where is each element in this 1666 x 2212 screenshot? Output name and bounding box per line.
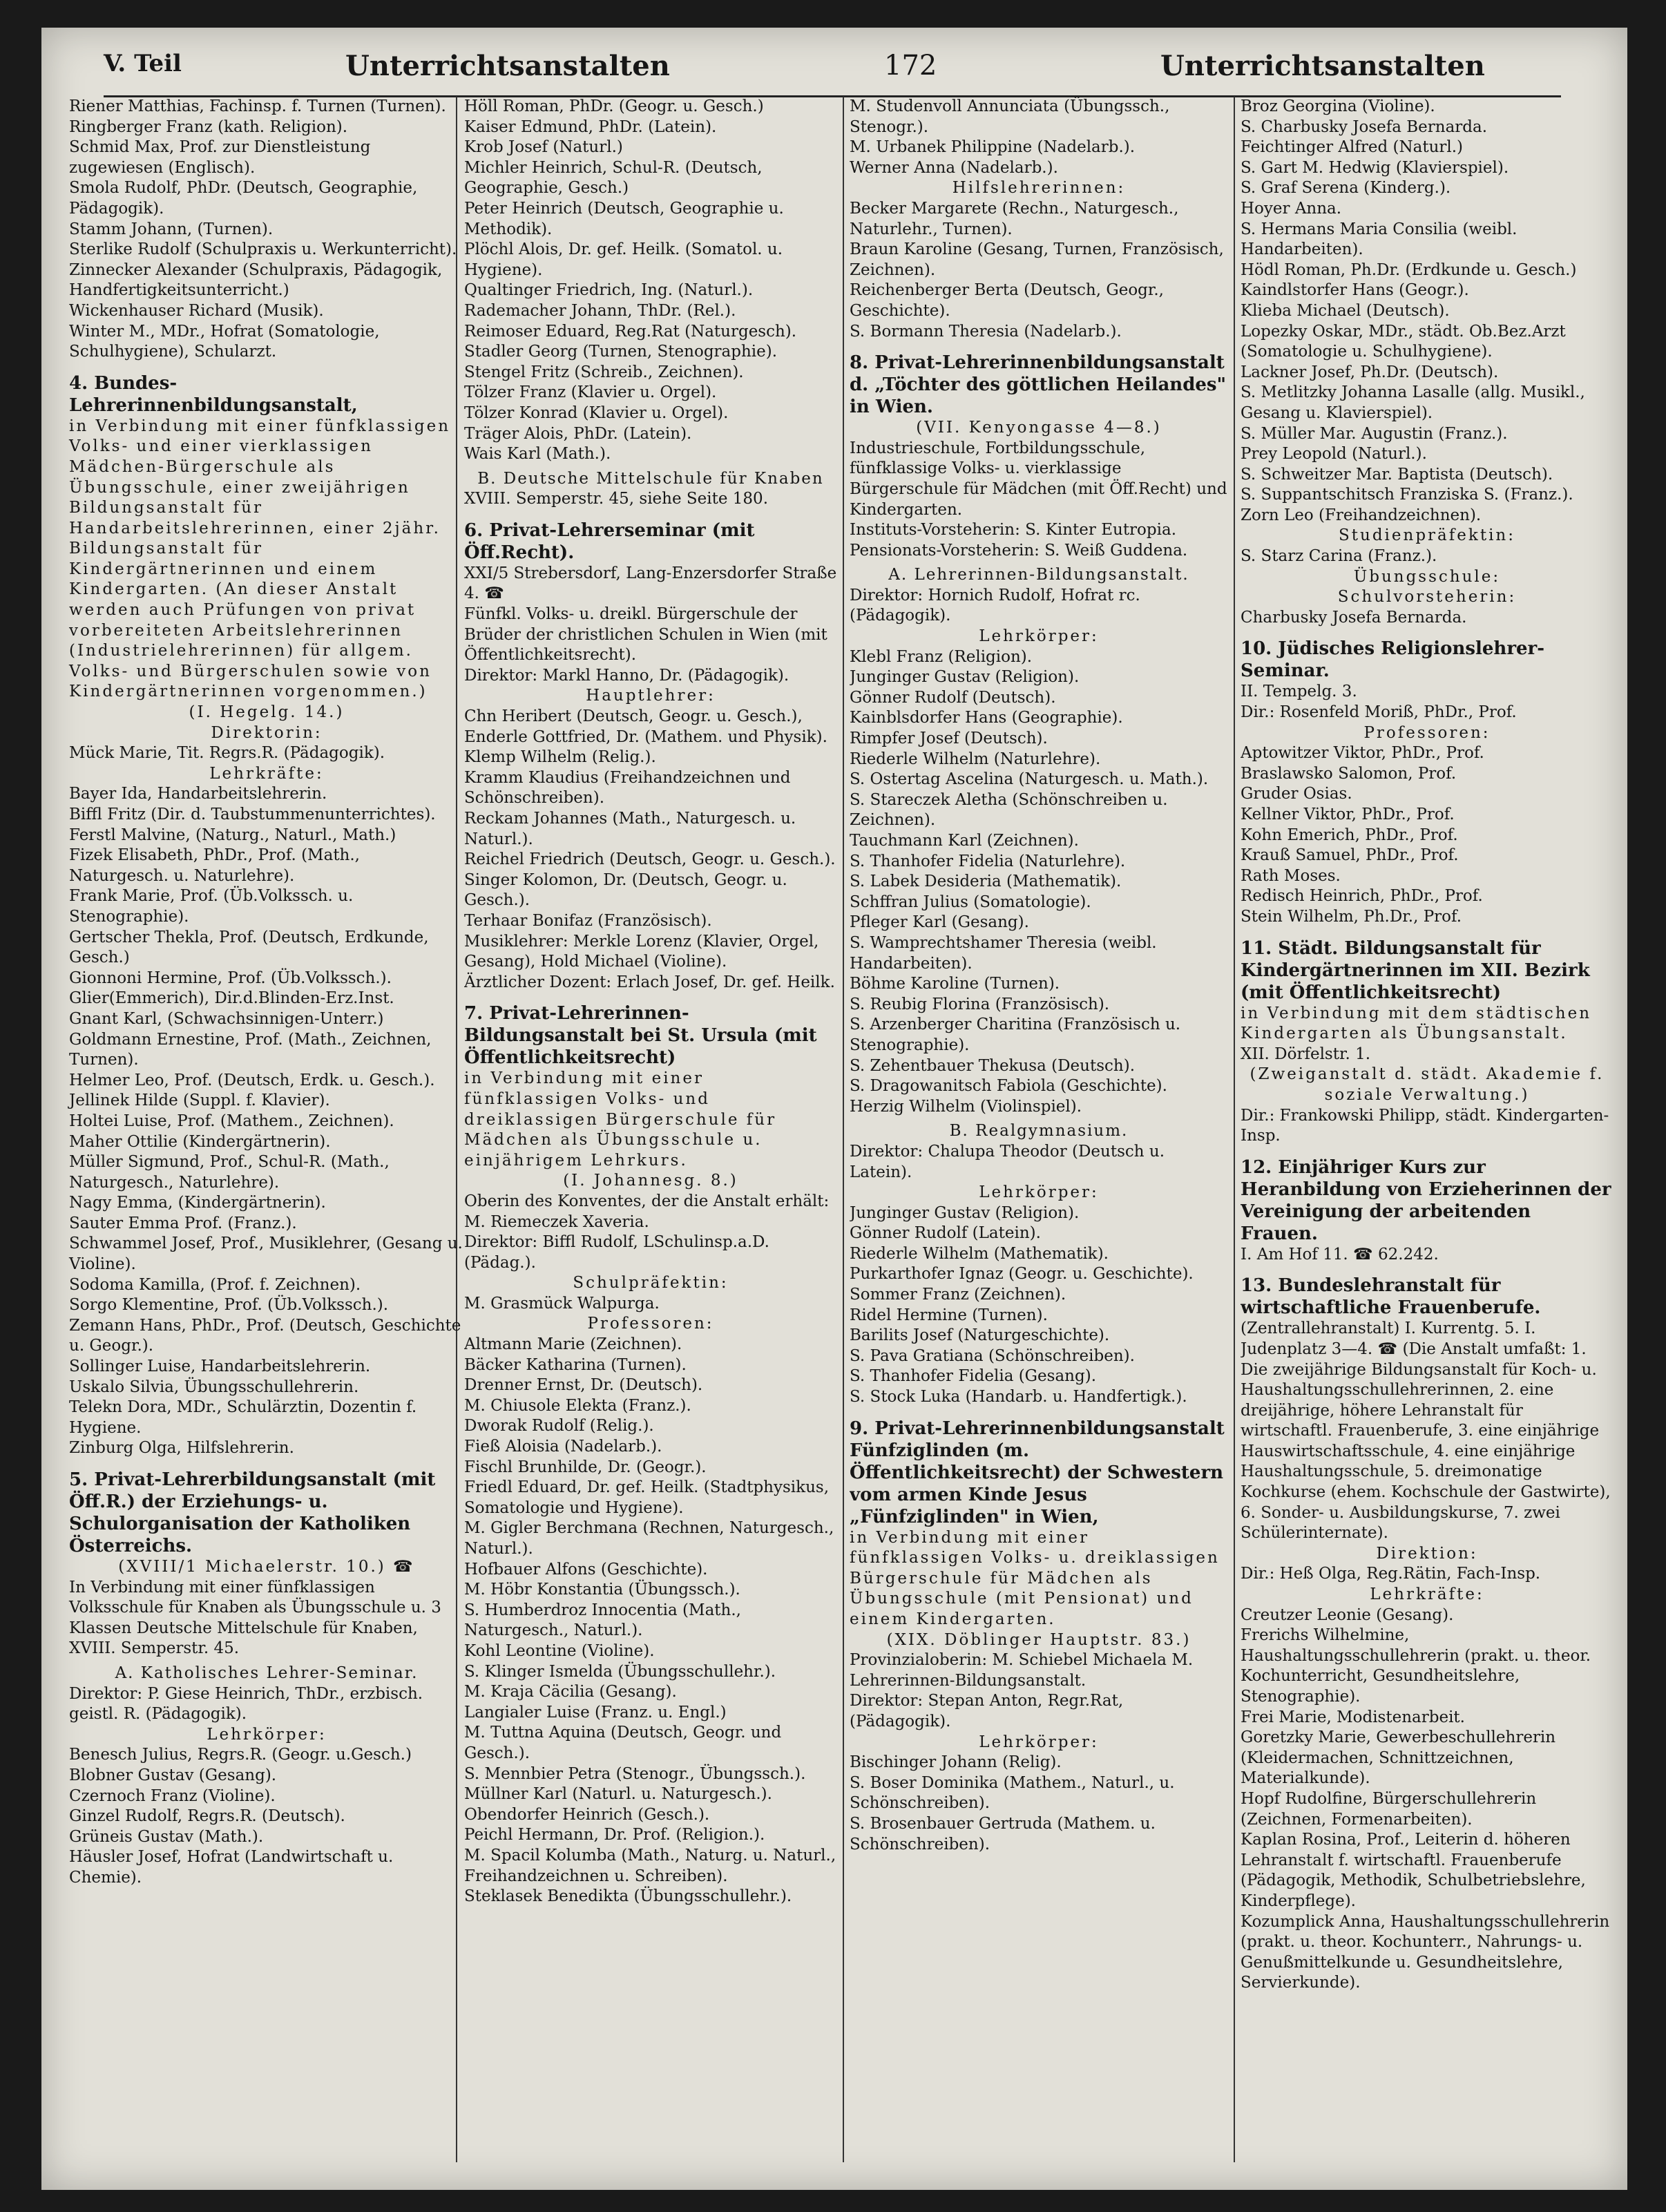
text-line: M. Höbr Konstantia (Übungssch.).	[464, 1581, 740, 1599]
text-line: Provinzialoberin: M. Schiebel Michaela M.	[850, 1651, 1194, 1670]
text-line: Pensionats-Vorsteherin: S. Weiß Guddena.	[850, 541, 1188, 560]
text-line: Smola Rudolf, PhDr. (Deutsch, Geographie, Pädagogik).	[69, 179, 418, 218]
text-line: Steklasek Benedikta (Übungsschullehr.).	[464, 1887, 792, 1906]
text-line: Direktor: P. Giese Heinrich, ThDr., erzbisch. geistl. R. (Pädagogik).	[69, 1684, 423, 1724]
text-line: M. Spacil Kolumba (Math., Naturg. u. Naturl., Freihandzeichnen u. Schreiben).	[464, 1846, 836, 1885]
text-line: XXI/5 Strebersdorf, Lang-Enzersdorfer Straße 4. ☎	[464, 564, 837, 603]
text-line: Broz Georgina (Violine).	[1241, 97, 1435, 115]
text-line: Reichenberger Berta (Deutsch, Geogr., Geschichte).	[850, 281, 1164, 320]
text-line: Lackner Josef, Ph.Dr. (Deutsch).	[1241, 363, 1499, 381]
text-line: Drenner Ernst, Dr. (Deutsch).	[464, 1376, 703, 1395]
text-line: Kohl Leontine (Violine).	[464, 1641, 655, 1660]
text-line: Rademacher Johann, ThDr. (Rel.).	[464, 301, 736, 320]
text-line: S. Hermans Maria Consilia (weibl. Handarbeiten).	[1241, 220, 1517, 259]
text-line: Frank Marie, Prof. (Üb.Volkssch. u. Stenographie).	[69, 887, 354, 926]
text-line: in Verbindung mit einer fünfklassigen Volks- und einer vierklassigen Mädchen-Bürgerschule als Übungsschule, einer zweijährigen Bildungsanstalt für Handarbeitslehrerinnen, einer 2jähr. Bildungsanstalt für Kindergärtnerinnen und einem Kindergarten. (An dieser Anstalt werden auch Prüfungen von privat vorbereiteten Arbeitslehrerinnen (Industrielehrerinnen) für allgem. Volks- und Bürgerschulen sowie von Kindergärtnerinnen vorgenommen.)	[69, 417, 451, 701]
text-line: Dworak Rudolf (Relig.).	[464, 1417, 654, 1436]
text-line: Maher Ottilie (Kindergärtnerin).	[69, 1132, 331, 1151]
text-line: Ärztlicher Dozent: Erlach Josef, Dr. gef. Heilk.	[464, 973, 835, 991]
text-line: Peter Heinrich (Deutsch, Geographie u. Methodik).	[464, 199, 784, 238]
text-line: Direktor: Hornich Rudolf, Hofrat rc. (Pädagogik).	[850, 586, 1140, 625]
text-line: M. Kraja Cäcilia (Gesang).	[464, 1683, 677, 1701]
text-line: Werner Anna (Nadelarb.).	[850, 158, 1058, 177]
text-line: Dir.: Frankowski Philipp, städt. Kindergarten-Insp.	[1241, 1106, 1609, 1145]
text-line: Zorn Leo (Freihandzeichnen).	[1241, 506, 1482, 524]
text-line: Direktor: Biffl Rudolf, LSchulinsp.a.D. (Pädag.).	[464, 1233, 769, 1272]
text-line: Reimoser Eduard, Reg.Rat (Naturgesch).	[464, 322, 797, 341]
text-line: Schffran Julius (Somatologie).	[850, 893, 1091, 911]
text-line: Tölzer Konrad (Klavier u. Orgel).	[464, 403, 729, 422]
text-line: S. Boser Dominika (Mathem., Naturl., u. Schönschreiben).	[850, 1773, 1175, 1813]
text-line: S. Suppantschitsch Franziska S. (Franz.).	[1241, 486, 1573, 504]
text-line: Ringberger Franz (kath. Religion).	[69, 117, 348, 136]
text-line: Müller Sigmund, Prof., Schul-R. (Math., Naturgesch., Naturlehre).	[69, 1153, 390, 1192]
text-line: S. Starz Carina (Franz.).	[1241, 547, 1437, 566]
text-line: Zinburg Olga, Hilfslehrerin.	[69, 1439, 294, 1458]
text-line: Herzig Wilhelm (Violinspiel).	[850, 1097, 1082, 1116]
text-line: Terhaar Bonifaz (Französisch).	[464, 911, 712, 930]
text-line: S. Labek Desideria (Mathematik).	[850, 873, 1122, 891]
text-line: Kainblsdorfer Hans (Geographie).	[850, 709, 1123, 727]
text-line: Chn Heribert (Deutsch, Geogr. u. Gesch.),	[464, 707, 803, 726]
text-line: Klemp Wilhelm (Relig.).	[464, 748, 656, 767]
text-line: Peichl Hermann, Dr. Prof. (Religion.).	[464, 1826, 765, 1844]
text-line: (XIX. Döblinger Hauptstr. 83.)	[886, 1630, 1191, 1649]
subsection-heading: B. Deutsche Mittelschule für Knaben	[477, 469, 824, 488]
text-line: Grüneis Gustav (Math.).	[69, 1827, 264, 1846]
text-line: Nagy Emma, (Kindergärtnerin).	[69, 1194, 326, 1212]
text-line: Creutzer Leonie (Gesang).	[1241, 1605, 1454, 1624]
text-line: Ginzel Rudolf, Regrs.R. (Deutsch).	[69, 1807, 345, 1826]
text-line: Obendorfer Heinrich (Gesch.).	[464, 1805, 710, 1824]
text-line: Müllner Karl (Naturl. u. Naturgesch.).	[464, 1785, 772, 1804]
text-line: Oberin des Konventes, der die Anstalt erhält: M. Riemeczek Xaveria.	[464, 1192, 830, 1231]
text-line: M. Studenvoll Annunciata (Übungssch., Stenogr.).	[850, 97, 1170, 136]
text-line: M. Gigler Berchmana (Rechnen, Naturgesch., Naturl.).	[464, 1519, 834, 1558]
text-line: Höll Roman, PhDr. (Geogr. u. Gesch.)	[464, 97, 764, 115]
text-line: Enderle Gottfried, Dr. (Mathem. und Physik).	[464, 727, 827, 746]
text-line: Holtei Luise, Prof. (Mathem., Zeichnen).	[69, 1112, 394, 1130]
text-line: S. Graf Serena (Kinderg.).	[1241, 179, 1451, 198]
text-line: Charbusky Josefa Bernarda.	[1241, 608, 1467, 627]
text-line: XII. Dörfelstr. 1.	[1241, 1045, 1371, 1063]
text-line: Lopezky Oskar, MDr., städt. Ob.Bez.Arzt (Somatologie u. Schulhygiene).	[1241, 322, 1566, 361]
text-line: Klieba Michael (Deutsch).	[1241, 301, 1450, 320]
text-line: Gruder Osias.	[1241, 785, 1352, 803]
text-line: Böhme Karoline (Turnen).	[850, 975, 1060, 993]
text-line: Sollinger Luise, Handarbeitslehrerin.	[69, 1357, 371, 1376]
text-line: S. Stareczek Aletha (Schönschreiben u. Zeichnen).	[850, 790, 1168, 830]
text-line: II. Tempelg. 3.	[1241, 683, 1357, 701]
text-line: Barilits Josef (Naturgeschichte).	[850, 1326, 1110, 1345]
text-line: Frerichs Wilhelmine, Haushaltungsschullehrerin (prakt. u. theor. Kochunterricht, Gesundheitslehre, Stenographie).	[1241, 1626, 1591, 1706]
text-line: Musiklehrer: Merkle Lorenz (Klavier, Orgel, Gesang), Hold Michael (Violine).	[464, 932, 819, 971]
text-line: Instituts-Vorsteherin: S. Kinter Eutropia.	[850, 521, 1177, 540]
text-line: M. Chiusole Elekta (Franz.).	[464, 1396, 691, 1415]
text-line: Krob Josef (Naturl.)	[464, 138, 623, 157]
text-line: Junginger Gustav (Religion).	[850, 668, 1080, 687]
text-line: Tölzer Franz (Klavier u. Orgel).	[464, 383, 717, 402]
text-line: Feichtinger Alfred (Naturl.)	[1241, 138, 1464, 157]
text-line: Kaindlstorfer Hans (Geogr.).	[1241, 281, 1469, 300]
text-line: S. Dragowanitsch Fabiola (Geschichte).	[850, 1077, 1167, 1096]
document-page	[41, 28, 1627, 2190]
text-line: Schulpräfektin:	[573, 1274, 729, 1293]
text-line: Tauchmann Karl (Zeichnen).	[850, 832, 1079, 850]
column-rule	[843, 97, 844, 2162]
text-line: Lehrkörper:	[979, 1183, 1099, 1202]
text-line: S. Charbusky Josefa Bernarda.	[1241, 117, 1488, 136]
text-line: Singer Kolomon, Dr. (Deutsch, Geogr. u. Gesch.).	[464, 870, 787, 910]
text-line: S. Thanhofer Fidelia (Gesang).	[850, 1367, 1097, 1386]
text-line: Sodoma Kamilla, (Prof. f. Zeichnen).	[69, 1275, 361, 1294]
text-line: Kozumplick Anna, Haushaltungsschullehrerin (prakt. u. theor. Kochunterr., Nahrungs- u. Genußmittelkunde u. Gesundheitslehre, Servierkunde).	[1241, 1912, 1610, 1992]
text-line: Reichel Friedrich (Deutsch, Geogr. u. Gesch.).	[464, 850, 836, 869]
page-header	[104, 40, 1561, 97]
text-line: Riener Matthias, Fachinsp. f. Turnen (Turnen).	[69, 97, 446, 115]
text-line: Schwammel Josef, Prof., Musiklehrer, (Gesang u. Violine).	[69, 1234, 463, 1274]
text-line: in Verbindung mit dem städtischen Kindergarten als Übungsanstalt.	[1241, 1004, 1592, 1043]
text-line: Häusler Josef, Hofrat (Landwirtschaft u. Chemie).	[69, 1848, 394, 1887]
text-line: Gönner Rudolf (Deutsch).	[850, 688, 1056, 707]
text-line: Riederle Wilhelm (Naturlehre).	[850, 750, 1101, 768]
text-line: Wickenhauser Richard (Musik).	[69, 301, 324, 320]
text-line: Stein Wilhelm, Ph.Dr., Prof.	[1241, 907, 1462, 926]
text-line: Braslawsko Salomon, Prof.	[1241, 764, 1457, 783]
text-line: Goretzky Marie, Gewerbeschullehrerin (Kleidermachen, Schnittzeichnen, Materialkunde).	[1241, 1728, 1556, 1788]
text-line: Benesch Julius, Regrs.R. (Geogr. u.Gesch.)	[69, 1746, 412, 1764]
text-line: Helmer Leo, Prof. (Deutsch, Erdk. u. Gesch.).	[69, 1071, 435, 1089]
text-line: Aptowitzer Viktor, PhDr., Prof.	[1241, 744, 1484, 763]
page-number: 172	[884, 50, 937, 82]
text-line: Professoren:	[587, 1315, 714, 1333]
text-line: Zemann Hans, PhDr., Prof. (Deutsch, Geschichte u. Geogr.).	[69, 1316, 461, 1355]
text-line: Junginger Gustav (Religion).	[850, 1203, 1080, 1222]
text-line: Hopf Rudolfine, Bürgerschullehrerin (Zeichnen, Formenarbeiten).	[1241, 1789, 1537, 1829]
text-line: S. Schweitzer Mar. Baptista (Deutsch).	[1241, 465, 1553, 484]
text-line: Sorgo Klementine, Prof. (Üb.Volkssch.).	[69, 1296, 389, 1315]
text-line: Goldmann Ernestine, Prof. (Math., Zeichnen, Turnen).	[69, 1030, 432, 1069]
text-line: Becker Margarete (Rechn., Naturgesch., Naturlehr., Turnen).	[850, 199, 1179, 238]
section-heading: 7. Privat-Lehrerinnen-Bildungsanstalt bei St. Ursula (mit Öffentlichkeitsrecht)	[464, 1003, 817, 1069]
text-line: Gönner Rudolf (Latein).	[850, 1224, 1041, 1243]
text-line: Studienpräfektin:	[1339, 526, 1515, 545]
text-line: Blobner Gustav (Gesang).	[69, 1766, 277, 1784]
text-line: Telekn Dora, MDr., Schulärztin, Dozentin f. Hygiene.	[69, 1398, 417, 1437]
text-line: Winter M., MDr., Hofrat (Somatologie, Schulhygiene), Schularzt.	[69, 322, 380, 361]
text-line: Ferstl Malvine, (Naturg., Naturl., Math.)	[69, 826, 396, 844]
section-heading: 12. Einjähriger Kurs zur Heranbildung von Erzieherinnen der Vereinigung der arbeitenden Frauen.	[1241, 1156, 1611, 1244]
text-line: Biffl Fritz (Dir. d. Taubstummenunterrichtes).	[69, 805, 436, 823]
text-line: Altmann Marie (Zeichnen).	[464, 1335, 682, 1354]
text-line: Fünfkl. Volks- u. dreikl. Bürgerschule der Brüder der christlichen Schulen in Wien (mit Öffentlichkeitsrecht).	[464, 605, 827, 665]
text-column-2	[464, 97, 837, 2162]
text-line: Industrieschule, Fortbildungsschule, fünfklassige Volks- u. vierklassige Bürgerschule für Mädchen (mit Öff.Recht) und Kindergarten.	[850, 439, 1227, 519]
text-line: Braun Karoline (Gesang, Turnen, Französisch, Zeichnen).	[850, 240, 1224, 279]
text-line: Sauter Emma Prof. (Franz.).	[69, 1214, 297, 1232]
text-line: Sterlike Rudolf (Schulpraxis u. Werkunterricht).	[69, 240, 457, 259]
text-line: Klebl Franz (Religion).	[850, 647, 1033, 666]
text-line: Riederle Wilhelm (Mathematik).	[850, 1244, 1109, 1263]
text-line: Bäcker Katharina (Turnen).	[464, 1355, 687, 1374]
text-line: Direktor: Markl Hanno, Dr. (Pädagogik).	[464, 666, 789, 685]
text-line: Prey Leopold (Naturl.).	[1241, 445, 1427, 464]
text-line: Redisch Heinrich, PhDr., Prof.	[1241, 887, 1483, 906]
text-line: Dir.: Heß Olga, Reg.Rätin, Fach-Insp.	[1241, 1565, 1541, 1583]
text-line: S. Pava Gratiana (Schönschreiben).	[850, 1346, 1135, 1365]
text-line: Sommer Franz (Zeichnen).	[850, 1286, 1066, 1304]
text-line: Stadler Georg (Turnen, Stenographie).	[464, 343, 778, 361]
text-column-1	[41, 97, 464, 2162]
text-line: Rimpfer Josef (Deutsch).	[850, 730, 1048, 748]
text-line: S. Wamprechtshamer Theresia (weibl. Handarbeiten).	[850, 933, 1157, 973]
text-line: Hilfslehrerinnen:	[952, 179, 1126, 198]
text-line: Schulvorsteherin:	[1337, 588, 1517, 607]
section-heading: 9. Privat-Lehrerinnenbildungsanstalt Fünfziglinden (m. Öffentlichkeitsrecht) der Schwestern vom armen Kinde Jesus „Fünfziglinden" in Wien,	[850, 1418, 1225, 1527]
text-line: Lehrkräfte:	[1370, 1585, 1484, 1604]
text-line: Direktor: Stepan Anton, Regr.Rat, (Pädagogik).	[850, 1692, 1124, 1730]
text-line: M. Grasmück Walpurga.	[464, 1294, 660, 1313]
text-line: Ridel Hermine (Turnen).	[850, 1306, 1048, 1324]
text-line: Fizek Elisabeth, PhDr., Prof. (Math., Naturgesch. u. Naturlehre).	[69, 846, 360, 885]
text-line: Friedl Eduard, Dr. gef. Heilk. (Stadtphysikus, Somatologie und Hygiene).	[464, 1478, 830, 1517]
text-line: Gionnoni Hermine, Prof. (Üb.Volkssch.).	[69, 969, 392, 987]
running-title-right: Unterrichtsanstalten	[1160, 50, 1485, 82]
text-line: Mück Marie, Tit. Regrs.R. (Pädagogik).	[69, 744, 385, 763]
section-heading: 6. Privat-Lehrerseminar (mit Öff.Recht).	[464, 519, 755, 563]
subsection-heading: A. Katholisches Lehrer-Seminar.	[115, 1663, 419, 1682]
text-line: (Zweiganstalt d. städt. Akademie f. soziale Verwaltung.)	[1250, 1065, 1605, 1104]
text-line: Rath Moses.	[1241, 866, 1341, 885]
text-line: Plöchl Alois, Dr. gef. Heilk. (Somatol. u. Hygiene).	[464, 240, 783, 279]
text-line: Reckam Johannes (Math., Naturgesch. u. Naturl.).	[464, 810, 796, 848]
text-line: Kaplan Rosina, Prof., Leiterin d. höheren Lehranstalt f. wirtschaftl. Frauenberufe (Pädagogik, Methodik, Schulbetriebslehre, Kinderpflege).	[1241, 1831, 1586, 1910]
text-line: Lehrkräfte:	[209, 764, 324, 783]
section-heading: 5. Privat-Lehrerbildungsanstalt (mit Öff.R.) der Erziehungs- u. Schulorganisation der Katholiken Österreichs.	[69, 1469, 436, 1556]
text-line: XVIII. Semperstr. 45, siehe Seite 180.	[464, 490, 768, 508]
section-heading: 13. Bundeslehranstalt für wirtschaftliche Frauenberufe.	[1241, 1275, 1541, 1319]
text-line: S. Gart M. Hedwig (Klavierspiel).	[1241, 158, 1509, 177]
part-label: V. Teil	[104, 50, 182, 77]
text-line: Kellner Viktor, PhDr., Prof.	[1241, 805, 1455, 823]
text-line: Gnant Karl, (Schwachsinnigen-Unterr.)	[69, 1009, 384, 1028]
text-line: Krauß Samuel, PhDr., Prof.	[1241, 846, 1459, 865]
text-line: Langialer Luise (Franz. u. Engl.)	[464, 1703, 727, 1722]
text-line: S. Metlitzky Johanna Lasalle (allg. Musikl., Gesang u. Klavierspiel).	[1241, 383, 1585, 422]
section-heading: 4. Bundes-Lehrerinnenbildungsanstalt,	[69, 372, 358, 416]
text-line: Stengel Fritz (Schreib., Zeichnen).	[464, 363, 744, 381]
text-line: In Verbindung mit einer fünfklassigen Volksschule für Knaben als Übungsschule u. 3 Klassen Deutsche Mittelschule für Knaben, XVIII. Semperstr. 45.	[69, 1578, 441, 1658]
text-line: Purkarthofer Ignaz (Geogr. u. Geschichte).	[850, 1265, 1194, 1284]
text-line: Fischl Brunhilde, Dr. (Geogr.).	[464, 1458, 707, 1476]
subsection-heading: A. Lehrerinnen-Bildungsanstalt.	[888, 566, 1189, 584]
text-line: Schmid Max, Prof. zur Dienstleistung zugewiesen (Englisch).	[69, 138, 371, 177]
text-line: S. Brosenbauer Gertruda (Mathem. u. Schönschreiben).	[850, 1814, 1156, 1853]
text-line: S. Arzenberger Charitina (Französisch u. Stenographie).	[850, 1016, 1181, 1054]
text-column-3	[850, 97, 1228, 2162]
section-heading: 10. Jüdisches Religionslehrer-Seminar.	[1241, 638, 1545, 682]
text-line: Hödl Roman, Ph.Dr. (Erdkunde u. Gesch.)	[1241, 260, 1577, 279]
text-line: Glier(Emmerich), Dir.d.Blinden-Erz.Inst.	[69, 989, 394, 1008]
text-line: Gertscher Thekla, Prof. (Deutsch, Erdkunde, Gesch.)	[69, 928, 429, 967]
text-line: S. Zehentbauer Thekusa (Deutsch).	[850, 1056, 1136, 1075]
text-line: Lehrkörper:	[979, 627, 1099, 646]
section-heading: 11. Städt. Bildungsanstalt für Kindergärtnerinnen im XII. Bezirk (mit Öffentlichkeitsrecht)	[1241, 937, 1590, 1003]
text-line: Lehrerinnen-Bildungsanstalt.	[850, 1671, 1086, 1690]
text-line: Zinnecker Alexander (Schulpraxis, Pädagogik, Handfertigkeitsunterricht.)	[69, 260, 443, 300]
text-line: S. Stock Luka (Handarb. u. Handfertigk.).	[850, 1388, 1187, 1407]
section-heading: 8. Privat-Lehrerinnenbildungsanstalt d. „Töchter des göttlichen Heilandes" in Wien.	[850, 352, 1227, 418]
text-line: Pfleger Karl (Gesang).	[850, 913, 1029, 932]
text-line: S. Klinger Ismelda (Übungsschullehr.).	[464, 1662, 776, 1681]
text-line: Direktorin:	[211, 723, 323, 742]
subsection-heading: B. Realgymnasium.	[949, 1122, 1129, 1141]
text-line: Übungsschule:	[1353, 567, 1501, 586]
text-line: (VII. Kenyongasse 4—8.)	[916, 419, 1162, 437]
text-line: I. Am Hof 11. ☎ 62.242.	[1241, 1245, 1439, 1264]
text-line: Träger Alois, PhDr. (Latein).	[464, 424, 692, 443]
text-line: Direktion:	[1376, 1544, 1478, 1563]
text-line: Kaiser Edmund, PhDr. (Latein).	[464, 117, 717, 136]
text-line: Stamm Johann, (Turnen).	[69, 220, 274, 238]
text-line: Uskalo Silvia, Übungsschullehrerin.	[69, 1377, 359, 1396]
text-line: Jellinek Hilde (Suppl. f. Klavier).	[69, 1091, 330, 1110]
text-line: (XVIII/1 Michaelerstr. 10.) ☎	[118, 1558, 415, 1576]
text-line: Fieß Aloisia (Nadelarb.).	[464, 1438, 662, 1456]
text-line: S. Ostertag Ascelina (Naturgesch. u. Math.).	[850, 770, 1209, 789]
text-line: in Verbindung mit einer fünfklassigen Volks- u. dreiklassigen Bürgerschule für Mädchen als Übungsschule (mit Pensionat) und einem Kindergarten.	[850, 1528, 1220, 1628]
text-line: Kohn Emerich, PhDr., Prof.	[1241, 826, 1458, 844]
text-line: (I. Johannesg. 8.)	[563, 1172, 738, 1190]
text-line: S. Reubig Florina (Französisch).	[850, 995, 1110, 1013]
text-line: Dir.: Rosenfeld Moriß, PhDr., Prof.	[1241, 703, 1517, 722]
text-line: (Zentrallehranstalt) I. Kurrentg. 5. I. Judenplatz 3—4. ☎ (Die Anstalt umfaßt: 1. Die zweijährige Bildungsanstalt für Koch- u. Haushaltungsschullehrerinnen, 2. eine dreijährige, höhere Lehranstalt für wirtschaftl. Frauenberufe, 3. eine einjährige Hauswirtschaftsschule, 4. eine einjährige Haushaltungsschule, 5. dreimonatige Kochkurse (ehem. Kochschule der Gastwirte), 6. Sonder- u. Ausbildungskurse, 7. zwei Schülerinternate).	[1241, 1319, 1611, 1543]
column-rule	[1234, 97, 1235, 2162]
text-line: Lehrkörper:	[979, 1733, 1099, 1751]
text-line: S. Mennbier Petra (Stenogr., Übungssch.).	[464, 1764, 806, 1783]
text-line: Bayer Ida, Handarbeitslehrerin.	[69, 785, 327, 803]
text-line: (I. Hegelg. 14.)	[189, 703, 345, 722]
text-line: Bischinger Johann (Relig).	[850, 1753, 1062, 1772]
text-line: Professoren:	[1363, 723, 1491, 742]
text-line: Qualtinger Friedrich, Ing. (Naturl.).	[464, 281, 754, 300]
text-line: in Verbindung mit einer fünfklassigen Volks- und dreiklassigen Bürgerschule für Mädchen als Übungsschule u. einjährigem Lehrkurs.	[464, 1069, 777, 1170]
text-line: Frei Marie, Modistenarbeit.	[1241, 1708, 1465, 1726]
text-line: S. Thanhofer Fidelia (Naturlehre).	[850, 852, 1126, 870]
running-title-left: Unterrichtsanstalten	[345, 50, 670, 82]
text-line: S. Müller Mar. Augustin (Franz.).	[1241, 424, 1508, 443]
text-line: Lehrkörper:	[207, 1725, 327, 1744]
text-line: S. Humberdroz Innocentia (Math., Naturgesch., Naturl.).	[464, 1601, 741, 1640]
text-line: M. Urbanek Philippine (Nadelarb.).	[850, 138, 1136, 157]
text-line: Wais Karl (Math.).	[464, 445, 611, 464]
text-line: Czernoch Franz (Violine).	[69, 1786, 276, 1805]
text-line: M. Tuttna Aquina (Deutsch, Geogr. und Gesch.).	[464, 1724, 782, 1762]
text-line: S. Bormann Theresia (Nadelarb.).	[850, 322, 1122, 341]
text-line: Hoyer Anna.	[1241, 199, 1342, 218]
text-column-4	[1241, 97, 1614, 2162]
text-line: Kramm Klaudius (Freihandzeichnen und Schönschreiben).	[464, 768, 791, 808]
text-line: Hauptlehrer:	[586, 687, 716, 705]
text-line: Direktor: Chalupa Theodor (Deutsch u. Latein).	[850, 1142, 1165, 1181]
text-line: Hofbauer Alfons (Geschichte).	[464, 1560, 708, 1579]
text-line: Michler Heinrich, Schul-R. (Deutsch, Geographie, Gesch.)	[464, 158, 763, 198]
